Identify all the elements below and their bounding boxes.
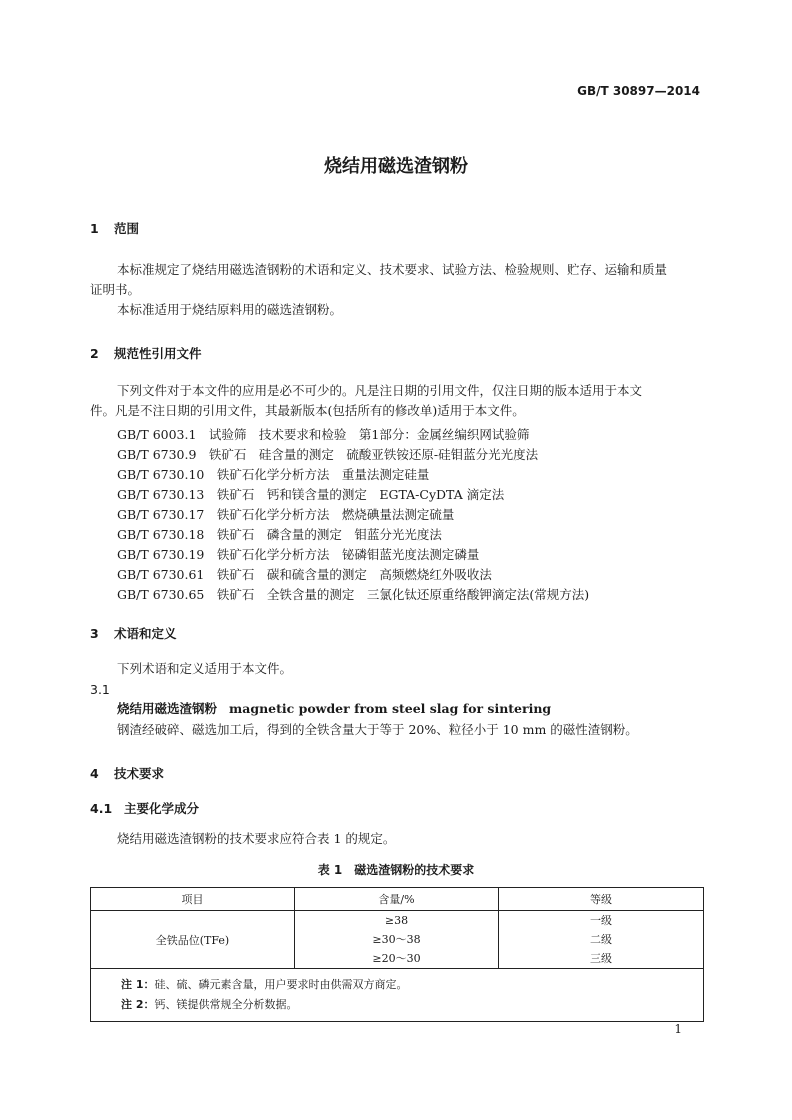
- item-cell: 全铁品位(TFe): [91, 911, 295, 969]
- term-chinese: 烧结用磁选渣钢粉: [117, 701, 218, 716]
- header-content: 含量/%: [295, 888, 499, 911]
- reference-item: GB/T 6730.10 铁矿石化学分析方法 重量法测定硅量: [117, 467, 430, 482]
- section-number: 2: [90, 346, 99, 361]
- technical-requirements-table: [90, 887, 704, 1022]
- term-entry: [117, 699, 551, 719]
- term-english: magnetic powder from steel slag for sintering: [229, 701, 552, 716]
- table-title: 表 1 磁选渣钢粉的技术要求: [317, 863, 475, 877]
- section-title: 术语和定义: [114, 626, 177, 641]
- note-text: 硅、硫、磷元素含量，用户要求时由供需双方商定。: [154, 978, 408, 991]
- note-label: 注 2：: [121, 998, 155, 1011]
- section-4-heading: [90, 764, 164, 782]
- reference-item: GB/T 6730.9 铁矿石 硅含量的测定 硫酸亚铁铵还原-硅钼蓝分光光度法: [117, 447, 539, 462]
- section-2-heading: [90, 344, 202, 362]
- reference-item: GB/T 6730.17 铁矿石化学分析方法 燃烧碘量法测定硫量: [117, 507, 455, 522]
- content-cell: [295, 911, 499, 969]
- scope-paragraph-line2: 证明书。: [90, 282, 141, 297]
- table-note: [121, 975, 703, 995]
- grade-value: 一级: [590, 914, 612, 927]
- subsection-4-1-heading: [90, 799, 199, 817]
- grade-value: 三级: [590, 952, 612, 965]
- note-text: 钙、镁提供常规全分析数据。: [154, 998, 298, 1011]
- section-3-heading: [90, 624, 177, 642]
- table-header-row: [91, 888, 704, 911]
- references-intro-line2: 件。凡是不注日期的引用文件，其最新版本(包括所有的修改单)适用于本文件。: [90, 403, 525, 418]
- table-notes-row: [91, 969, 704, 1022]
- section-number: 1: [90, 221, 99, 236]
- section-title: 技术要求: [114, 766, 165, 781]
- header-grade: 等级: [499, 888, 704, 911]
- content-value: ≥30～38: [372, 933, 421, 946]
- terms-intro: 下列术语和定义适用于本文件。: [117, 661, 293, 676]
- section-number: 3: [90, 626, 99, 641]
- table-reference-sentence: 烧结用磁选渣钢粉的技术要求应符合表 1 的规定。: [117, 831, 396, 846]
- grade-value: 二级: [590, 933, 612, 946]
- reference-item: GB/T 6730.61 铁矿石 碳和硫含量的测定 高频燃烧红外吸收法: [117, 567, 492, 582]
- header-item: 项目: [91, 888, 295, 911]
- table-note: [121, 995, 703, 1015]
- standard-number: GB/T 30897—2014: [577, 84, 700, 98]
- subsection-title: 主要化学成分: [124, 801, 200, 816]
- reference-item: GB/T 6730.19 铁矿石化学分析方法 铋磷钼蓝光度法测定磷量: [117, 547, 480, 562]
- term-definition: 钢渣经破碎、磁选加工后，得到的全铁含量大于等于 20%、粒径小于 10 mm 的磁性渣钢粉。: [117, 722, 638, 737]
- reference-item: GB/T 6730.18 铁矿石 磷含量的测定 钼蓝分光光度法: [117, 527, 442, 542]
- section-title: 规范性引用文件: [114, 346, 202, 361]
- term-number: 3.1: [90, 682, 110, 697]
- reference-item: GB/T 6730.65 铁矿石 全铁含量的测定 三氯化钛还原重络酸钾滴定法(常规方法): [117, 587, 590, 602]
- content-value: ≥38: [384, 914, 409, 927]
- table-row: [91, 911, 704, 969]
- subsection-number: 4.1: [90, 801, 113, 816]
- content-value: ≥20～30: [372, 952, 421, 965]
- reference-item: GB/T 6003.1 试验筛 技术要求和检验 第1部分：金属丝编织网试验筛: [117, 427, 530, 442]
- note-label: 注 1：: [121, 978, 155, 991]
- reference-item: GB/T 6730.13 铁矿石 钙和镁含量的测定 EGTA-CyDTA 滴定法: [117, 487, 505, 502]
- section-number: 4: [90, 766, 99, 781]
- section-title: 范围: [114, 221, 140, 236]
- scope-paragraph-line1: 本标准规定了烧结用磁选渣钢粉的术语和定义、技术要求、试验方法、检验规则、贮存、运输和质量: [117, 262, 668, 277]
- grade-cell: [499, 911, 704, 969]
- section-1-heading: [90, 219, 139, 237]
- scope-applicability: 本标准适用于烧结原料用的磁选渣钢粉。: [117, 302, 343, 317]
- document-title: 烧结用磁选渣钢粉: [324, 156, 468, 177]
- notes-cell: [91, 969, 704, 1022]
- references-intro-line1: 下列文件对于本文件的应用是必不可少的。凡是注日期的引用文件，仅注日期的版本适用于本文: [117, 383, 643, 398]
- page-number: 1: [674, 1022, 682, 1036]
